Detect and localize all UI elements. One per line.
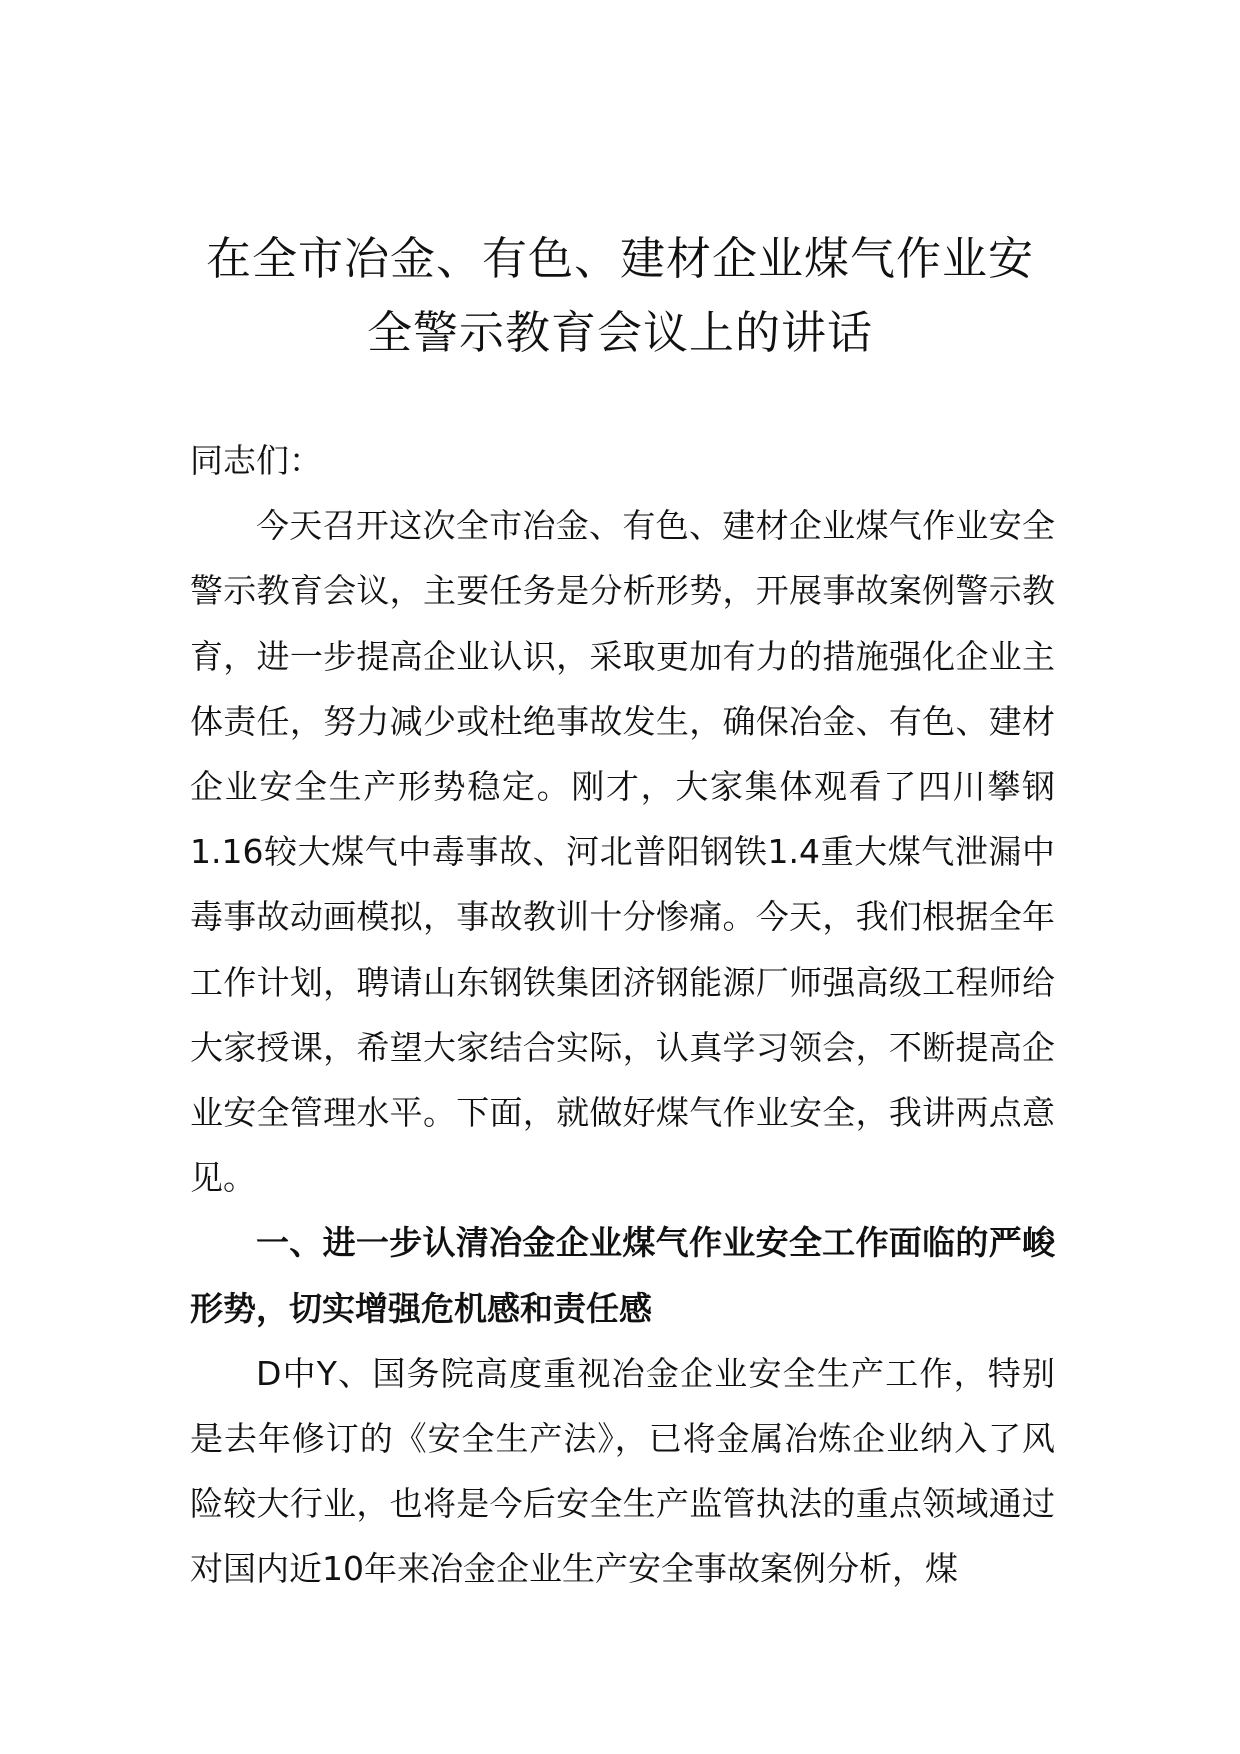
document-body bbox=[190, 428, 1055, 1602]
document-title bbox=[150, 222, 1090, 370]
paragraph-intro: 今天召开这次全市冶金、有色、建材企业煤气作业安全警示教育会议，主要任务是分析形势，开展事故案例警示教育，进一步提高企业认识，采取更加有力的措施强化企业主体责任，努力减少或杜绝事故发生，确保冶金、有色、建材企业安全生产形势稳定。刚才，大家集体观看了四川攀钢1.16较大煤气中毒事故、河北普阳钢铁1.4重大煤气泄漏中毒事故动画模拟，事故教训十分惨痛。今天，我们根据全年工作计划，聘请山东钢铁集团济钢能源厂师强高级工程师给大家授课，希望大家结合实际，认真学习领会，不断提高企业安全管理水平。下面，就做好煤气作业安全，我讲两点意见。 bbox=[190, 506, 1055, 1198]
title-line-1: 在全市冶金、有色、建材企业煤气作业安 bbox=[205, 232, 1034, 285]
title-line-2: 全警示教育会议上的讲话 bbox=[366, 306, 873, 359]
paragraph-section-1: D中Y、国务院高度重视冶金企业安全生产工作，特别是去年修订的《安全生产法》，已将金属冶炼企业纳入了风险较大行业，也将是今后安全生产监管执法的重点领域通过对国内近10年来冶金企业生产安全事故案例分析，煤 bbox=[190, 1353, 1055, 1589]
salutation: 同志们： bbox=[190, 441, 322, 480]
section-heading-1: 一、进一步认清冶金企业煤气作业安全工作面临的严峻形势，切实增强危机感和责任感 bbox=[190, 1223, 1055, 1328]
